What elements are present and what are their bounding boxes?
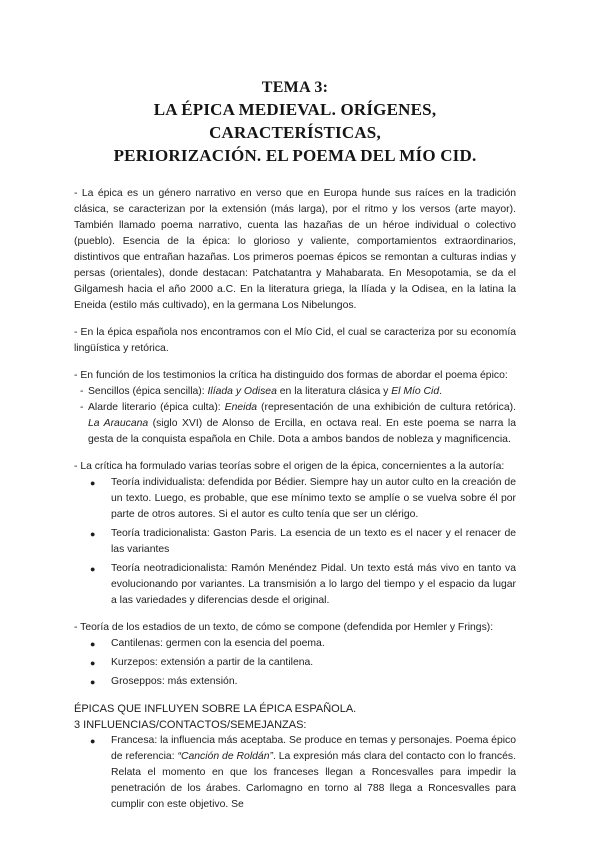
item-text: Francesa: la influencia más aceptaba. Se produce en temas y personajes. Poema épico de referencia: xyxy=(111,735,516,762)
list-item xyxy=(74,636,516,652)
list-item xyxy=(74,526,516,558)
list-item xyxy=(74,733,516,813)
dash-marker: - xyxy=(80,402,84,413)
item-text: (representación de una exhibición de cultura retórica). xyxy=(257,402,517,413)
title-line-2: LA ÉPICA MEDIEVAL. ORÍGENES, CARACTERÍSTICAS, xyxy=(153,100,437,142)
item-text: Cantilenas: germen con la esencia del poema. xyxy=(111,638,325,649)
item-text: Alarde literario (épica culta): xyxy=(88,402,225,413)
bullet-dot-icon: ● xyxy=(90,736,96,746)
list-item xyxy=(74,475,516,523)
item-italic-title: “Canción de Roldán” xyxy=(177,751,273,762)
item-text: Teoría tradicionalista: Gaston Paris. La esencia de un texto es el nacer y el renacer de las variantes xyxy=(111,528,516,555)
bullet-dot-icon: ● xyxy=(90,478,96,488)
item-text: Sencillos (épica sencilla): xyxy=(88,386,208,397)
item-text: Groseppos: más extensión. xyxy=(111,676,238,687)
item-italic-title: Ilíada y Odisea xyxy=(207,386,277,397)
bullet-dot-icon: ● xyxy=(90,639,96,649)
list-item xyxy=(74,384,516,400)
estadios-list xyxy=(74,636,516,690)
item-text: (siglo XVI) de Alonso de Ercilla, en octava real. En este poema se narra la gesta de la conquista española en Chile. Dota a ambos bandos de nobleza y magnificencia. xyxy=(88,418,516,445)
formas-list xyxy=(74,384,516,448)
paragraph-epica-definicion: - La épica es un género narrativo en verso que en Europa hunde sus raíces en la tradición clásica, se caracterizan por la extensión (más larga), por el ritmo y los versos (arte mayor). También llamado poema narrativo, cuenta las hazañas de un héroe individual o colectivo (pueblo). Esencia de la épica: lo glorioso y valiente, comportamientos extraordinarios, distintivos que entrañan hazañas. Los primeros poemas épicos se remontan a culturas indias y persas (orientales), donde destacan: Patchatantra y Mahabarata. En Mesopotamia, se da el Gilgamesh hacia el año 2000 a.C. En la literatura griega, la Ilíada y la Odisea, en la latina la Eneida (estilo más cultivado), en la germana Los Nibelungos. xyxy=(74,188,516,311)
bullet-dot-icon: ● xyxy=(90,529,96,539)
item-text: en la literatura clásica y xyxy=(276,386,392,397)
bullet-dot-icon: ● xyxy=(90,658,96,668)
item-text: Kurzepos: extensión a partir de la cantilena. xyxy=(111,657,314,668)
item-text: . La expresión más clara del contacto con lo francés. Relata el momento en que los franceses llegan a Roncesvalles para impedir la penetración de los árabes. Carlomagno en torno al 788 llega a Roncesvalles para cumplir con este objetivo. Se xyxy=(111,751,516,810)
item-text: . xyxy=(439,386,443,397)
item-italic-title: Eneida xyxy=(224,402,258,413)
document-title xyxy=(74,78,516,167)
document-body xyxy=(74,186,516,813)
list-item xyxy=(74,400,516,448)
dash-marker: - xyxy=(80,386,84,397)
paragraph-epica-espanola: - En la épica española nos encontramos con el Mío Cid, el cual se caracteriza por su economía lingüística y retórica. xyxy=(74,327,516,354)
section-heading-epicas: ÉPICAS QUE INFLUYEN SOBRE LA ÉPICA ESPAÑOLA. xyxy=(74,703,357,715)
list-item xyxy=(74,674,516,690)
item-text: Teoría neotradicionalista: Ramón Menéndez Pidal. Un texto está más vivo en tanto va evolucionando por variantes. La transmisión a lo largo del tiempo y el espacio da lugar a las variedades y diferencias desde el original. xyxy=(111,563,516,606)
paragraph-formas-intro: - En función de los testimonios la crítica ha distinguido dos formas de abordar el poema épico: xyxy=(74,370,508,381)
title-line-3: PERIORIZACIÓN. EL POEMA DEL MÍO CID. xyxy=(113,146,477,165)
item-italic-title: La Araucana xyxy=(88,418,149,429)
item-italic-title: El Mío Cid xyxy=(391,386,440,397)
bullet-dot-icon: ● xyxy=(90,677,96,687)
section-heading-influencias: 3 INFLUENCIAS/CONTACTOS/SEMEJANZAS: xyxy=(74,719,307,731)
paragraph-estadios-intro: - Teoría de los estadios de un texto, de cómo se compone (defendida por Hemler y Frings): xyxy=(74,622,494,633)
list-item xyxy=(74,561,516,609)
influencias-list xyxy=(74,733,516,813)
title-line-1: TEMA 3: xyxy=(261,79,329,96)
teorias-list xyxy=(74,475,516,609)
item-text: Teoría individualista: defendida por Bédier. Siempre hay un autor culto en la creación de un texto. Luego, es probable, que ese mínimo texto se amplíe o se vuelva sobre él por parte de otros autores. Si el autor es culto tenía que ser un clérigo. xyxy=(111,477,516,520)
list-item xyxy=(74,655,516,671)
paragraph-teorias-intro: - La crítica ha formulado varias teorías sobre el origen de la épica, concernientes a la autoría: xyxy=(74,461,505,472)
bullet-dot-icon: ● xyxy=(90,564,96,574)
